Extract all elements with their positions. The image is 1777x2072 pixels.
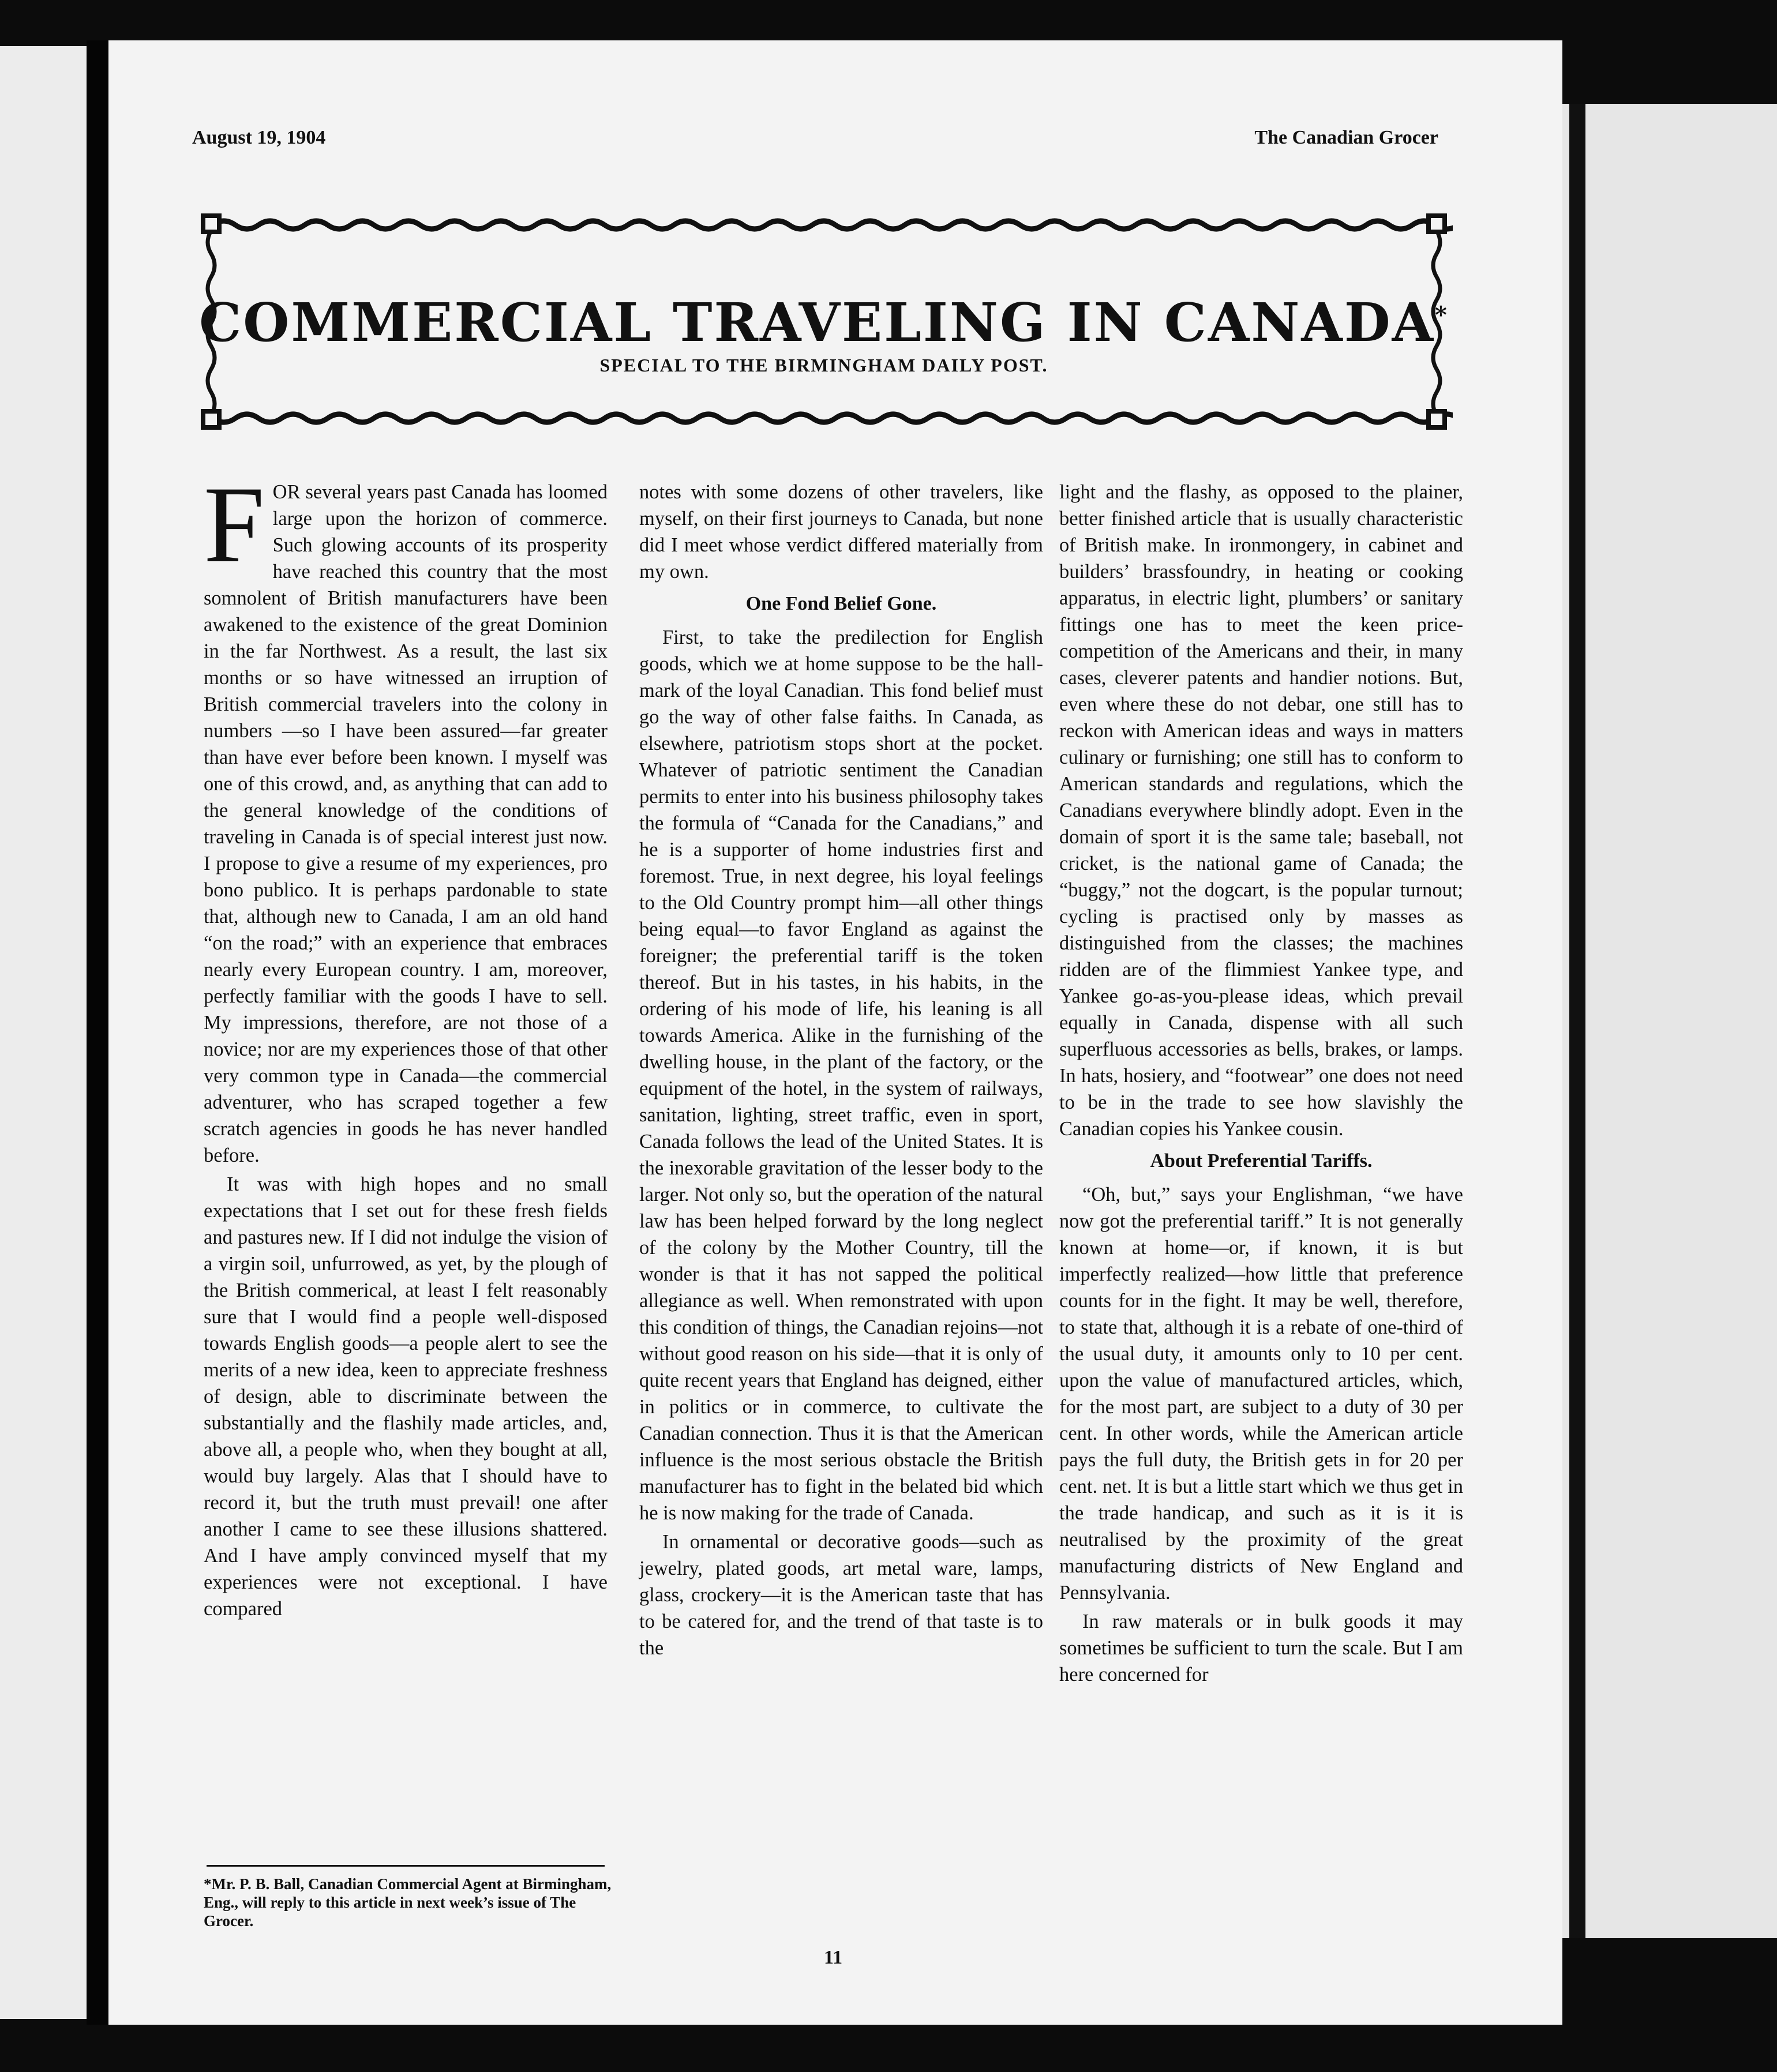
column-2	[639, 479, 1043, 1664]
newspaper-page	[108, 40, 1562, 2025]
article-title: COMMERCIAL TRAVELING IN CANADA*	[199, 291, 1449, 354]
paragraph: In ornamental or decorative goods—such as jewelry, plated goods, art metal ware, lamps, glass, crockery—it is the American taste that has to be catered for, and the trend of that taste is to the	[639, 1531, 1043, 1659]
paragraph: In raw materals or in bulk goods it may sometimes be sufficient to turn the scale. But I am here concerned for	[1059, 1611, 1463, 1686]
page-number: 11	[824, 1947, 843, 1968]
paragraph: First, to take the predilection for English goods, which we at home suppose to be the hall-mark of the loyal Canadian. This fond belief must go the way of other false faiths. In Canada, as elsewhere, patriotism stops short at the pocket. Whatever of patriotic sentiment the Canadian permits to enter into his business philosophy takes the formula of “Canada for the Canadians,” and he is a supporter of home industries first and foremost. True, in next degree, his loyal feelings to the Old Country prompt him—all other things being equal—to favor England as against the foreigner; the preferential tariff is the token thereof. But in his tastes, in his habits, in the ordering of his mode of life, his leaning is all towards America. Alike in the furnishing of the dwelling house, in the plant of the factory, or the equipment of the hotel, in the system of railways, sanitation, lighting, street traffic, even in sport, Canada follows the lead of the United States. It is the inexorable gravitation of the lesser body to the larger. Not only so, but the operation of the natural law has been helped forward by the long neglect of the colony by the Mother Country, till the wonder is that it has not sapped the political allegiance as well. When remonstrated with upon this condition of things, the Canadian rejoins—not without good reason on his side—that it is only of quite recent years that England has deigned, either in politics or in commerce, to cultivate the Canadian connection. Thus it is that the American influence is the most serious obstacle the British manufacturer has to fight in the belated bid which he is now making for the trade of Canada.	[639, 626, 1043, 1524]
title-footnote-mark: *	[1434, 301, 1449, 329]
section-heading: One Fond Belief Gone.	[745, 593, 937, 614]
title-frame	[195, 208, 1453, 436]
paragraph: OR several years past Canada has loomed large upon the horizon of commerce. Such glowing accounts of its prosperity have reached this country that the most somnolent of British manufacturers have been awakened to the existence of the great Dominion in the far Northwest. As a result, the last six months or so have witnessed an irruption of British commercial travelers into the colony in numbers —so I have been assured—far greater than have ever before been known. I myself was one of this crowd, and, as anything that can add to the general knowledge of the conditions of traveling in Canada is of special interest just now. I propose to give a resume of my experiences, pro bono publico. It is perhaps pardonable to state that, although new to Canada, I am an old hand “on the road;” with an experience that embraces nearly every European country. I am, moreover, perfectly familiar with the goods I have to sell. My impressions, therefore, are not those of a novice; nor are my experiences those of that other very common type in Canada—the commercial adventurer, who has scraped together a few scratch agencies in goods he has never handled before.	[204, 481, 608, 1166]
periodical-name: The Canadian Grocer	[1254, 127, 1438, 148]
issue-date: August 19, 1904	[192, 127, 326, 148]
adjacent-page-edge	[0, 46, 87, 2019]
column-3	[1059, 479, 1463, 1690]
binding-gutter	[87, 40, 108, 2025]
paragraph: “Oh, but,” says your Englishman, “we have now got the preferential tariff.” It is not generally known at home—or, if known, it is but imperfectly realized—how little that preference counts for in the fight. It may be well, therefore, to state that, although it is a rebate of one-third of the usual duty, it amounts only to 10 per cent. upon the value of manufactured articles, which, for the most part, are subject to a duty of 30 per cent. In other words, while the American article pays the full duty, the British gets in for 20 per cent. net. It is but a little start which we thus get in the trade handicap, and such as it is it is neutralised by the proximity of the great manufacturing districts of New England and Pennsylvania.	[1059, 1184, 1463, 1604]
paragraph: It was with high hopes and no small expectations that I set out for these fresh fields and pastures new. If I did not indulge the vision of a virgin soil, unfurrowed, as yet, by the plough of the British commerical, at least I felt reasonably sure that I would find a people well-disposed towards English goods—a people alert to see the merits of a new idea, keen to appreciate freshness of design, able to discriminate between the substantially and the flashily made articles, and, above all, a people who, when they bought at all, would buy largely. Alas that I should have to record it, but the truth must prevail! one after another I came to see these illusions shattered. And I have amply convinced myself that my experiences were not exceptional. I have compared	[204, 1173, 608, 1620]
footnote: *Mr. P. B. Ball, Canadian Commercial Agent at Birmingham, Eng., will reply to this article in next week’s issue of The Grocer.	[204, 1875, 612, 1930]
footnote-rule	[207, 1865, 605, 1867]
section-heading: About Preferential Tariffs.	[1150, 1150, 1373, 1172]
page-stack-edge	[1558, 104, 1777, 1938]
drop-cap: F	[204, 464, 265, 585]
paragraph: light and the flashy, as opposed to the plainer, better finished article that is usually characteristic of British make. In ironmongery, in cabinet and builders’ brassfoundry, in heating or cooking apparatus, in electric light, plumbers’ or sanitary fittings one has to meet the keen price-competition of the Americans and their, in many cases, cleverer patents and handier notions. But, even where these do not debar, one still has to reckon with American ideas and ways in matters culinary or furnishing; one still has to conform to American standards and regulations, which the Canadians everywhere blindly adopt. Even in the domain of sport it is the same tale; baseball, not cricket, is the national game of Canada; the “buggy,” not the dogcart, is the popular turnout; cycling is practised only by masses as distinguished from the classes; the machines ridden are of the flimmiest Yankee type, and Yankee go-as-you-please ideas, which prevail equally in Canada, dispense with all such superfluous accessories as bells, brakes, or lamps. In hats, hosiery, and “footwear” one does not need to be in the trade to see how slavishly the Canadian copies his Yankee cousin.	[1059, 481, 1463, 1140]
paragraph: notes with some dozens of other travelers, like myself, on their first journeys to Canada, but none did I meet whose verdict differed materially from my own.	[639, 481, 1043, 583]
column-1	[204, 464, 608, 1624]
article-subtitle: SPECIAL TO THE BIRMINGHAM DAILY POST.	[599, 355, 1048, 376]
